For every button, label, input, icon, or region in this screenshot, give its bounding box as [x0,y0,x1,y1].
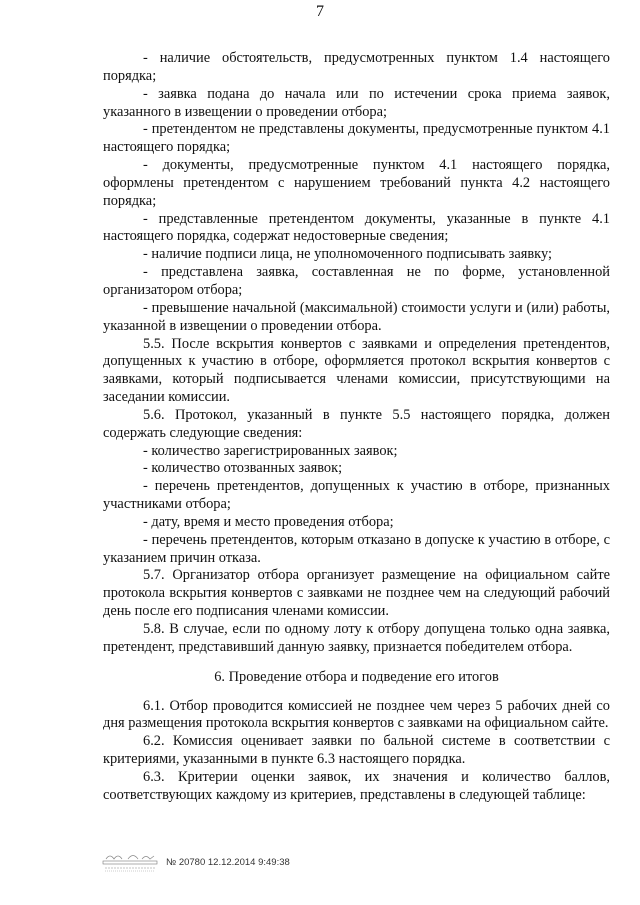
paragraph: - заявка подана до начала или по истечении срока приема заявок, указанного в извещении о проведении отбора; [103,85,610,120]
paragraph: 6.3. Критерии оценки заявок, их значения и количество баллов, соответствующих каждому из критериев, представлены в следующей таблице: [103,768,610,803]
paragraph: - дату, время и место проведения отбора; [143,513,394,530]
paragraph: 5.6. Протокол, указанный в пункте 5.5 настоящего порядка, должен содержать следующие сведения: [103,406,610,441]
paragraph: 5.5. После вскрытия конвертов с заявками и определения претендентов, допущенных к участию в отборе, оформляется протокол вскрытия конвертов с заявками, который подписывается членами комиссии, присутствующими на заседании комиссии. [103,335,610,406]
page-number: 7 [316,3,324,20]
paragraph: - перечень претендентов, допущенных к участию в отборе, признанных участниками отбора; [103,478,610,513]
paragraph: - количество отозванных заявок; [143,460,343,477]
paragraph: 6.2. Комиссия оценивает заявки по бальной системе в соответствии с критериями, указанными в пункте 6.3 настоящего порядка. [103,733,610,768]
paragraph: 5.8. В случае, если по одному лоту к отбору допущена только одна заявка, претендент, представивший данную заявку, признается победителем отбора. [103,621,610,655]
paragraph: 5.7. Организатор отбора организует размещение на официальном сайте протокола вскрытия конвертов с заявками не позднее чем на следующий рабочий день после его подписания членами комиссии. [103,567,610,620]
paragraph: - наличие подписи лица, не уполномоченного подписывать заявку; [143,246,552,263]
paragraph: - наличие обстоятельств, предусмотренных пунктом 1.4 настоящего порядка; [103,50,610,84]
paragraph: - перечень претендентов, которым отказано в допуске к участию в отборе, с указанием причин отказа. [103,531,610,566]
paragraph: - представлена заявка, составленная не по форме, установленной организатором отбора; [103,264,610,298]
registration-footer [102,851,290,873]
registry-stamp-icon [102,851,158,873]
paragraph: 6.1. Отбор проводится комиссией не позднее чем через 5 рабочих дней со дня размещения протокола вскрытия конвертов с заявками на официальном сайте. [103,697,610,732]
section-heading: 6. Проведение отбора и подведение его итогов [214,668,499,685]
document-body [103,50,610,805]
paragraph: - документы, предусмотренные пунктом 4.1 настоящего порядка, оформлены претендентом с нарушением требований пункта 4.2 настоящего порядка; [103,157,610,209]
paragraph: - представленные претендентом документы, указанные в пункте 4.1 настоящего порядка, содержат недостоверные сведения; [103,210,610,245]
paragraph: - количество зарегистрированных заявок; [143,442,398,459]
paragraph: - превышение начальной (максимальной) стоимости услуги и (или) работы, указанной в извещении о проведении отбора. [103,299,610,334]
paragraph: - претендентом не представлены документы, предусмотренные пунктом 4.1 настоящего порядка; [103,121,610,156]
registration-number: № 20780 12.12.2014 9:49:38 [166,856,290,868]
